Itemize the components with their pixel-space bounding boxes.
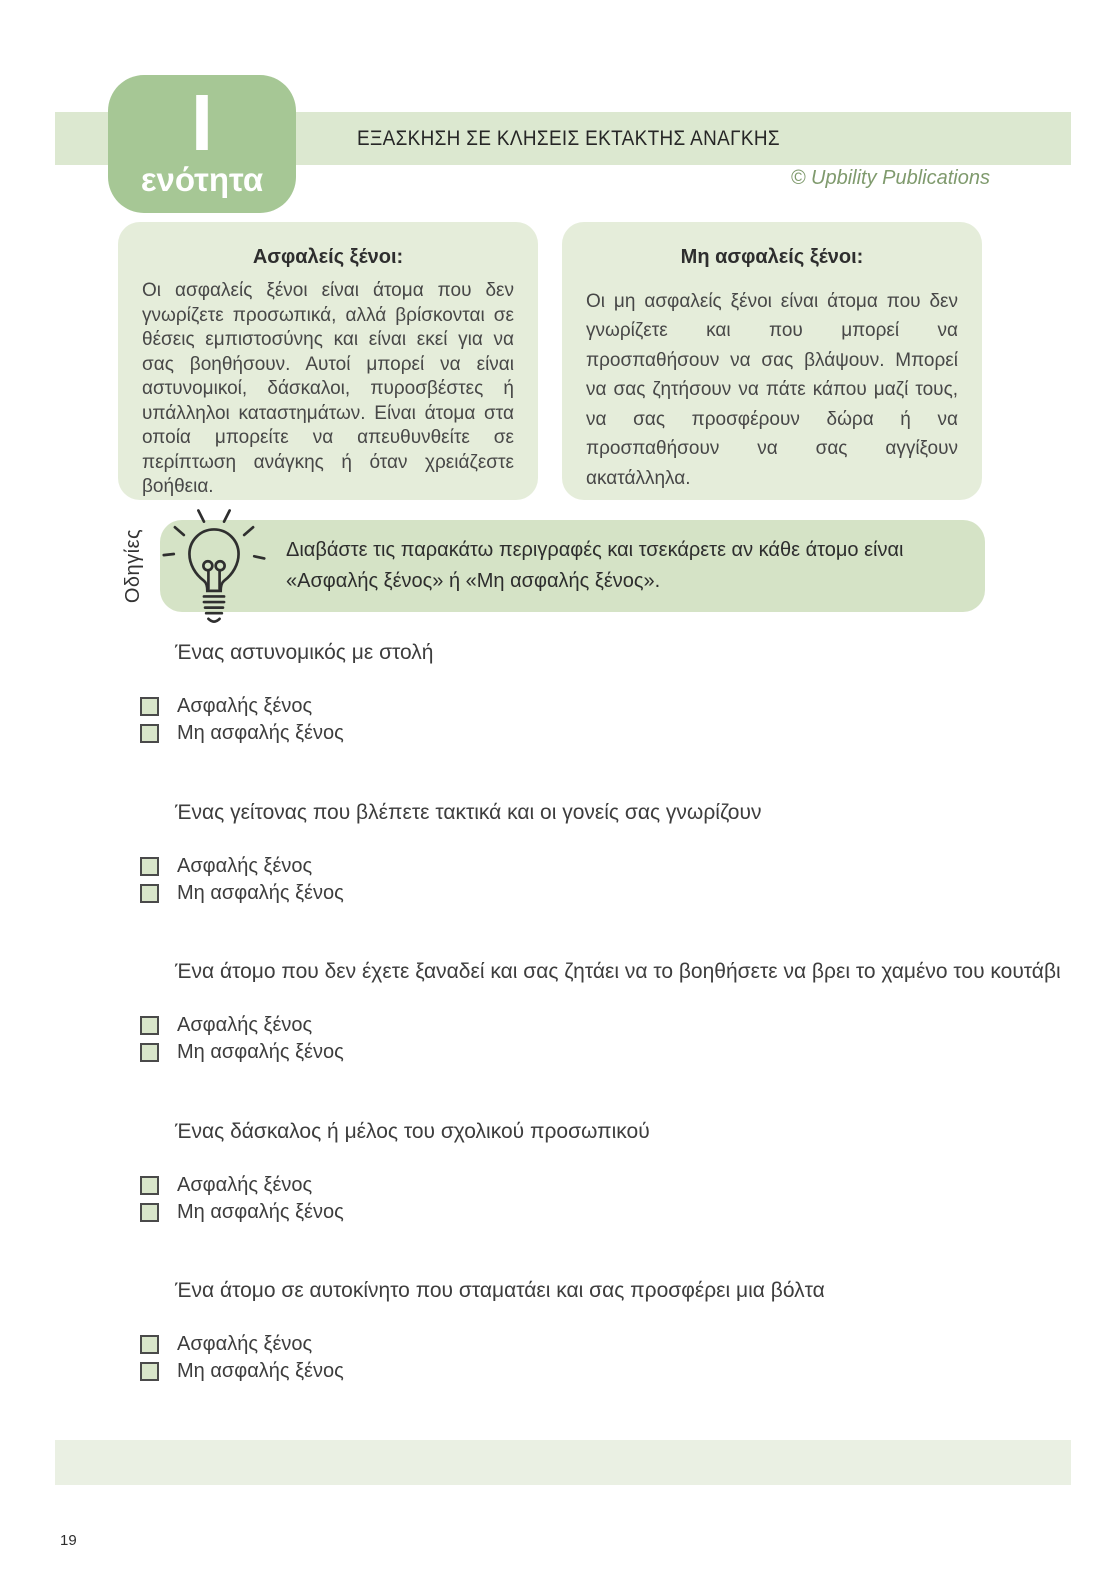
question-block <box>0 1278 1113 1438</box>
option-label-unsafe: Μη ασφαλής ξένος <box>177 1360 344 1382</box>
questions-list <box>0 640 1113 1438</box>
section-label: ενότητα <box>140 161 264 198</box>
lightbulb-icon <box>158 506 270 640</box>
checkbox-unsafe-stranger[interactable] <box>140 724 159 743</box>
option-row-safe <box>0 1331 1113 1358</box>
question-options <box>0 1331 1113 1385</box>
unsafe-strangers-title: Μη ασφαλείς ξένοι: <box>680 246 864 268</box>
option-row-safe <box>0 853 1113 880</box>
safe-strangers-title: Ασφαλείς ξένοι: <box>252 246 404 268</box>
option-row-unsafe <box>0 1039 1113 1066</box>
unsafe-strangers-body: Οι μη ασφαλείς ξένοι είναι άτομα που δεν γνωρίζετε και που μπορεί να προσπαθήσουν να σας βλάψουν. Μπορεί να σας ζητήσουν να πάτε κάπου μαζί τους, να σας προσφέρουν δώρα ή να προσπαθήσουν να σας αγγίξουν ακατάλληλα. <box>586 291 958 489</box>
option-label-unsafe: Μη ασφαλής ξένος <box>177 1200 344 1223</box>
page-title: ΕΞΑΣΚΗΣΗ ΣΕ ΚΛΗΣΕΙΣ ΕΚΤΑΚΤΗΣ ΑΝΑΓΚΗΣ <box>357 126 780 150</box>
option-label-safe: Ασφαλής ξένος <box>177 854 313 877</box>
instructions-side-label: Οδηγίες <box>121 528 144 604</box>
option-label-unsafe: Μη ασφαλής ξένος <box>177 722 344 744</box>
option-row-unsafe <box>0 1199 1113 1226</box>
question-prompt: Ένα άτομο που δεν έχετε ξαναδεί και σας ζητάει να το βοηθήσετε να βρει το χαμένο του κουτάβι <box>175 960 1061 983</box>
option-row-safe <box>0 1012 1113 1039</box>
checkbox-safe-stranger[interactable] <box>140 697 159 716</box>
question-options <box>0 1172 1113 1226</box>
checkbox-safe-stranger[interactable] <box>140 1335 159 1354</box>
unsafe-strangers-box <box>562 222 982 500</box>
question-block <box>0 959 1113 1119</box>
checkbox-safe-stranger[interactable] <box>140 1016 159 1035</box>
option-row-safe <box>0 1172 1113 1199</box>
safe-strangers-box <box>118 222 538 500</box>
option-label-unsafe: Μη ασφαλής ξένος <box>177 881 344 904</box>
option-label-safe: Ασφαλής ξένος <box>177 1173 313 1196</box>
instructions-text: Διαβάστε τις παρακάτω περιγραφές και τσεκάρετε αν κάθε άτομο είναι «Ασφαλής ξένος» ή «Μη ασφαλής ξένος». <box>286 539 904 592</box>
footer-band <box>55 1440 1071 1485</box>
question-prompt: Ένας αστυνομικός με στολή <box>175 641 434 664</box>
question-prompt: Ένα άτομο σε αυτοκίνητο που σταματάει και σας προσφέρει μια βόλτα <box>175 1279 825 1302</box>
copyright-notice: © Upbility Publications <box>790 167 990 189</box>
checkbox-unsafe-stranger[interactable] <box>140 1203 159 1222</box>
option-label-safe: Ασφαλής ξένος <box>177 1333 313 1355</box>
option-row-unsafe <box>0 1358 1113 1385</box>
question-options <box>0 853 1113 907</box>
checkbox-unsafe-stranger[interactable] <box>140 1362 159 1381</box>
option-label-safe: Ασφαλής ξένος <box>177 1014 313 1036</box>
question-block <box>0 1119 1113 1279</box>
question-block <box>0 640 1113 800</box>
checkbox-safe-stranger[interactable] <box>140 1176 159 1195</box>
question-prompt: Ένας γείτονας που βλέπετε τακτικά και οι γονείς σας γνωρίζουν <box>175 800 762 824</box>
question-options <box>0 1012 1113 1066</box>
question-options <box>0 693 1113 747</box>
checkbox-unsafe-stranger[interactable] <box>140 1043 159 1062</box>
section-badge <box>108 75 296 213</box>
option-row-unsafe <box>0 720 1113 747</box>
question-block <box>0 800 1113 960</box>
option-label-safe: Ασφαλής ξένος <box>177 695 313 717</box>
section-number: Ι <box>190 78 214 167</box>
page-number: 19 <box>60 1532 77 1549</box>
question-prompt: Ένας δάσκαλος ή μέλος του σχολικού προσωπικού <box>175 1119 650 1143</box>
option-label-unsafe: Μη ασφαλής ξένος <box>177 1041 344 1063</box>
checkbox-unsafe-stranger[interactable] <box>140 884 159 903</box>
option-row-unsafe <box>0 880 1113 907</box>
checkbox-safe-stranger[interactable] <box>140 857 159 876</box>
option-row-safe <box>0 693 1113 720</box>
safe-strangers-body: Οι ασφαλείς ξένοι είναι άτομα που δεν γνωρίζετε προσωπικά, αλλά βρίσκονται σε θέσεις εμπιστοσύνης και είναι εκεί για να σας βοηθήσουν. Αυτοί μπορεί να είναι αστυνομικοί, δάσκαλοι, πυροσβέστες ή υπάλληλοι καταστημάτων. Είναι άτομα στα οποία μπορείτε να απευθυνθείτε σε περίπτωση ανάγκης ή όταν χρειάζεστε βοήθεια. <box>142 280 514 497</box>
